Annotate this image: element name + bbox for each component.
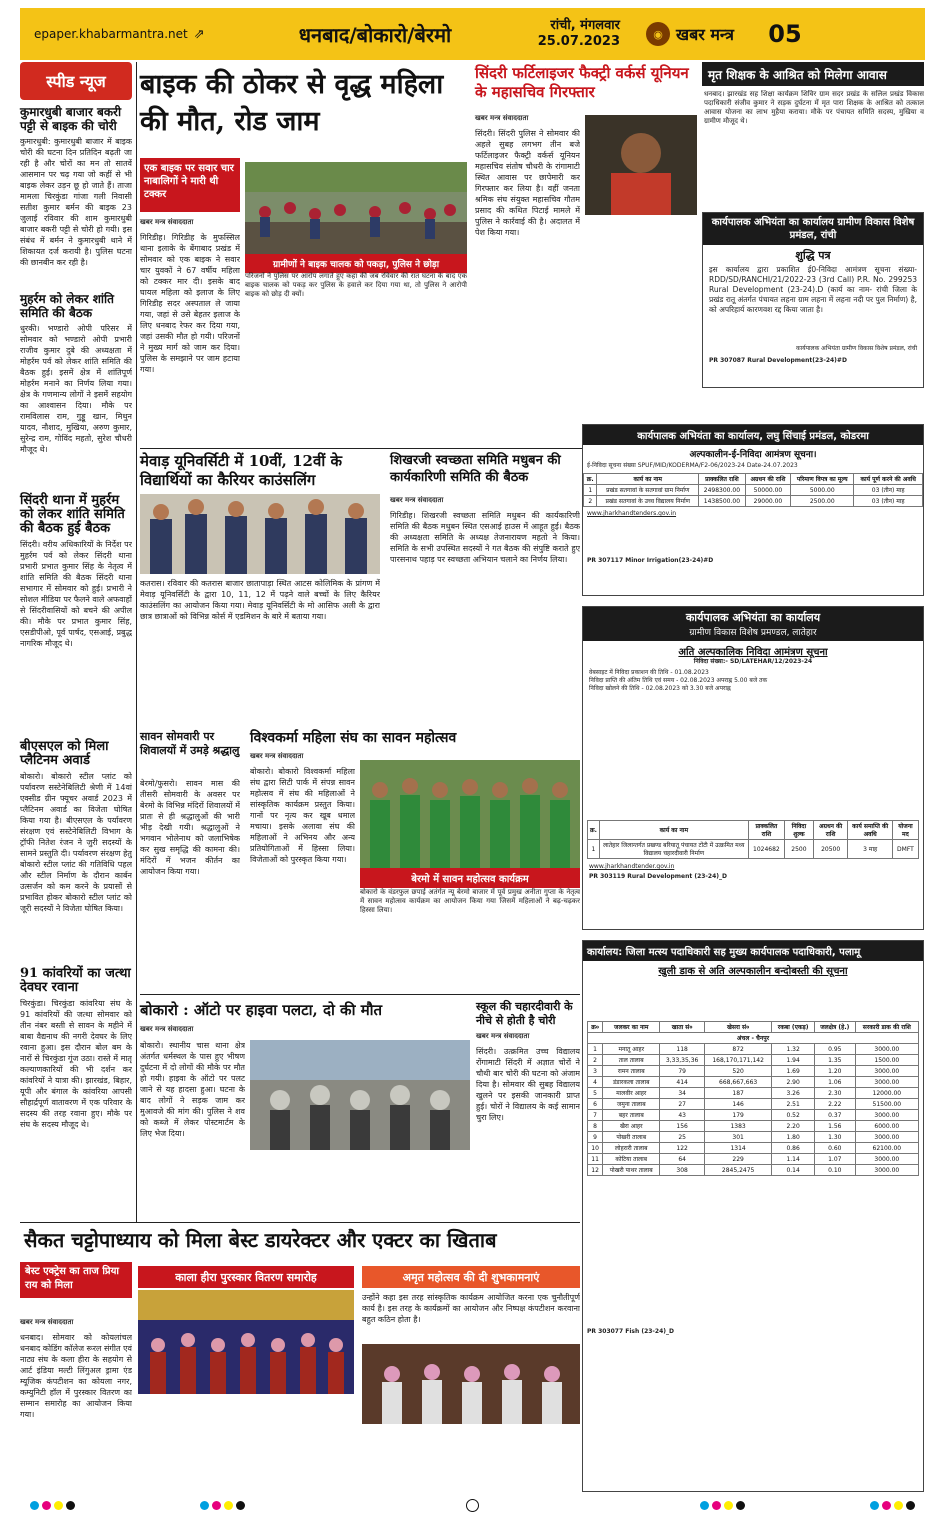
bokaro-headline[interactable]: बोकारो : ऑटो पर हाइवा पलटा, दो की मौत: [140, 1001, 383, 1019]
fish-cell: 27: [660, 1099, 705, 1110]
latehar-notice: [582, 606, 924, 930]
notice-intro: [583, 979, 923, 1019]
tender-table: [583, 473, 923, 507]
fish-cell: 1: [588, 1044, 603, 1055]
tender-cell: 2500: [785, 840, 814, 859]
byline: खबर मन्त्र संवाददाता: [250, 752, 304, 760]
fish-cell: 6000.00: [855, 1121, 918, 1132]
tender-cell: 3 माह: [848, 840, 892, 859]
notice-signature: कार्यपालक अभियंता ग्रामीण विकास विशेष प्रमंडल, रांची: [795, 345, 917, 352]
fish-cell: 3000.00: [855, 1154, 918, 1165]
fish-cell: 1.06: [814, 1077, 855, 1088]
page-number: 05: [768, 20, 802, 48]
fish-cell: 3000.00: [855, 1044, 918, 1055]
story-body: धुरकी। भण्डारो ओपी परिसर में सोमवार को भण्डारो ओपी प्रभारी राजीव कुमार दुबे की अध्यक्षता में मोहर्रम पर्व को लेकर शांति समिति की बैठक हुई। इसमें क्षेत्र में शांतिपूर्ण मोहर्रम मनाने का निर्णय लिया गया। क्षेत्र के गणमान्य लोगों ने इसमें सहयोग का आश्वासन दिया। मौके पर रामविलास राम, गुड्डू खान, मिथुन यादव, नौशाद, मुखिया, अरुण कुमार, सुरेन्द्र राम, गोविंद महतो, सुरेश चौधरी मौजूद थे।: [20, 324, 132, 454]
fish-cell: 3,33,35,36: [660, 1055, 705, 1066]
tender-website-link[interactable]: www.jharkhandtender.gov.in: [589, 863, 675, 870]
fish-row: [588, 1066, 919, 1077]
fish-cell: 2.51: [772, 1099, 815, 1110]
byline: खबर मन्त्र संवाददाता: [475, 114, 529, 122]
notice-terms: [583, 507, 923, 557]
fish-row: [588, 1099, 919, 1110]
byline: खबर मन्त्र संवाददाता: [140, 1025, 194, 1033]
fish-cell: 118: [660, 1044, 705, 1055]
fish-cell: मनातू आहर: [603, 1044, 660, 1055]
notice-footer: [583, 861, 923, 873]
fish-cell: 64: [660, 1154, 705, 1165]
notice-terms: [583, 1178, 923, 1328]
fish-cell: 25: [660, 1132, 705, 1143]
tender-header: प्राक्कलित राशि: [698, 474, 745, 485]
fish-cell: 156: [660, 1121, 705, 1132]
fish-cell: 0.52: [772, 1110, 815, 1121]
fish-cell: 1500.00: [855, 1055, 918, 1066]
tender-website-link[interactable]: www.jharkhandtenders.gov.in: [587, 510, 677, 517]
lead-photo: [245, 162, 467, 254]
fish-row: [588, 1044, 919, 1055]
fish-cell: 12000.00: [855, 1088, 918, 1099]
fish-cell: 8: [588, 1121, 603, 1132]
notice-title: शुद्धि पत्र: [795, 249, 831, 262]
tender-cell: 1438500.00: [698, 496, 745, 507]
story-heading: कुमारधुबी बाजार बकरी पट्टी से बाइक की चोरी: [20, 105, 122, 133]
amrit-body: उन्होंने कहा इस तरह सांस्कृतिक कार्यक्रम आयोजित करना एक चुनौतीपूर्ण कार्य है। इस तरह के कार्यक्रमों का आयोजन और निष्पक्ष कंपटीशन करवाना बहुत कठिन होता है।: [362, 1293, 580, 1324]
vishwakarma-body: बोकारो। बोकारो विश्वकर्मा महिला संघ द्वारा सिटी पार्क में संपन्न सावन महोत्सव में संघ की महिलाओं ने सांस्कृतिक कार्यक्रम प्रस्तुत किया। गानों पर नृत्य कर खूब धमाल मचाया। इसके अलावा संघ की महिलाओं ने अभिनय और अन्य प्रतियोगिताओं में हिस्सा लिया। विजेताओं को पुरस्कृत किया गया।: [250, 767, 355, 864]
fish-cell: 301: [704, 1132, 771, 1143]
fish-header: सरकारी डाक की राशि: [855, 1022, 918, 1033]
story-body: सिंदरी। वरीय अधिकारियों के निर्देश पर मुहर्रम पर्व को लेकर सिंदरी थाना प्रभारी प्रभात कुमार सिंह के नेतृत्व में शांति समिति की बैठक सिंदरी थाना सभागार में सोमवार को हुई। प्रभारी ने सोशल मीडिया पर फैलने वाले अफवाहों से सिंदरीवासियों को बचने की अपील की। मौके पर प्रभात कुमार सिंह, एसडीपीओ, पूर्व पार्षद, एसआई, प्रबुद्ध नागरिक मौजूद थे।: [20, 540, 132, 648]
fish-cell: 3000.00: [855, 1077, 918, 1088]
tender-table: [587, 820, 919, 859]
sindri-photo: [585, 115, 697, 215]
notice-org: कार्यपालक अभियंता का कार्यालय ग्रामीण विकास विशेष प्रमंडल, रांची: [703, 213, 923, 245]
fish-cell: रामन तालाब: [603, 1066, 660, 1077]
fish-header: क्र०: [588, 1022, 603, 1033]
byline: खबर मन्त्र संवाददाता: [390, 496, 444, 504]
fish-cell: 1.35: [814, 1055, 855, 1066]
fish-cell: पोखरी पाथर तालाब: [603, 1165, 660, 1176]
notice-title: खुली डाक से अति अल्पकालीन बन्दोबस्ती की सूचना: [658, 966, 848, 977]
left-column: [20, 105, 132, 1258]
fish-cell: 9: [588, 1132, 603, 1143]
sindri-body-cont: [585, 220, 697, 420]
brand-logo: ◉ खबर मन्त्र: [620, 22, 760, 46]
fish-cell: 2.90: [772, 1077, 815, 1088]
fish-header: रकबा (एकड़): [772, 1022, 815, 1033]
tender-row: [588, 840, 919, 859]
fish-cell: 1.20: [814, 1066, 855, 1077]
section-title: धनबाद/बोकारो/बेरमो: [298, 22, 452, 47]
notice-office: कार्यालय: जिला मत्स्य पदाधिकारी सह मुख्य कार्यपालक पदाधिकारी, पलामू: [583, 941, 923, 961]
byline: खबर मन्त्र संवाददाता: [140, 218, 194, 226]
mewar-body: कतरास। रविवार की कतरास बाजार छातापाड़ा स्थित आटस कोलिमिक के प्रांगण में मेवाड़ यूनिवर्सिटी के द्वारा 10, 11, 12 में पढ़ने वाले बच्चों के लिए कैरियर काउंसलिंग का आयोजन किया गया। मेवाड़ यूनिवर्सिटी के मो आसिफ अली के द्वारा छात्र छात्राओं को विभिन्न कोर्स में एडमिशन के बारे में बताया गया।: [140, 579, 380, 621]
epaper-url[interactable]: epaper.khabarmantra.net ⇗: [34, 26, 205, 42]
fish-cell: बहर तालाब: [603, 1110, 660, 1121]
saikat-body: धनबाद। सोमवार को कोयलांचल धनबाद कोडिंग कॉलेज रूरल संगीत एवं नाट्य संघ के कला हीरा के सहयोग से आर्ट इंडिया मल्टी लिंगुअल ड्रामा एंड म्यूजिक कंपटीशन का कोयला नगर, कम्युनिटी हॉल में पुरस्कार वितरण का सम्मान समारोह का आयोजन किया गया।: [20, 1333, 132, 1419]
fish-cell: 10: [588, 1143, 603, 1154]
notice-title: अति अल्पकालिक निविदा आमंत्रण सूचना: [678, 647, 828, 658]
fish-cell: 520: [704, 1066, 771, 1077]
fish-cell: 51500.00: [855, 1099, 918, 1110]
schedule-item: निविदा प्राप्ति की अंतिम तिथि एवं समय - 02.08.2023 अपराह्न 5.00 बजे तक: [589, 677, 768, 684]
fish-cell: 2.22: [814, 1099, 855, 1110]
lead-kicker: एक बाइक पर सवार चार नाबालिगों ने मारी थी टक्कर: [140, 158, 240, 212]
tender-row: [584, 496, 923, 507]
tender-cell: 5000.00: [791, 485, 854, 496]
fish-cell: लोहरारी तालाब: [603, 1143, 660, 1154]
tender-header: योजना मद: [892, 821, 918, 840]
fish-cell: 1383: [704, 1121, 771, 1132]
fish-cell: 122: [660, 1143, 705, 1154]
byline: खबर मन्त्र संवाददाता: [476, 1032, 530, 1040]
tender-header: अग्रधन की राशि: [813, 821, 848, 840]
fish-cell: 1314: [704, 1143, 771, 1154]
fish-header: जलकर का नाम: [603, 1022, 660, 1033]
fish-cell: 0.86: [772, 1143, 815, 1154]
fish-cell: 2.30: [814, 1088, 855, 1099]
fish-cell: 11: [588, 1154, 603, 1165]
speed-news-badge: स्पीड न्यूज: [20, 62, 132, 100]
notice-body: इस कार्यालय द्वारा प्रकाशित ई0-निविदा आमंत्रण सूचना संख्या- RDD/SD/RANCHI/21/2022-23 (3rd Call) P.R. No. 299253 Rural Development (23-24).D (कार्य का नाम- रांची जिला के प्रखंड रातू अंतर्गत पंचायत लहना ग्राम लहना में लहना नदी पर पुल निर्माण) है, को अपरिहार्य कारणवश रद्द किया जाता है।: [709, 265, 917, 314]
cursor-icon: ⇗: [193, 26, 205, 42]
fish-cell: 3000.00: [855, 1165, 918, 1176]
mewar-headline[interactable]: मेवाड़ यूनिवर्सिटी में 10वीं, 12वीं के विद्यार्थियों का कैरियर काउंसलिंग: [140, 452, 342, 489]
register-crosshair-icon: [466, 1499, 479, 1512]
lead-headline[interactable]: बाइक की ठोकर से वृद्ध महिला की मौत, रोड जाम: [140, 69, 444, 137]
tender-header: कार्य पूर्ण करने की अवधि: [854, 474, 923, 485]
masthead: [20, 8, 925, 60]
fish-cell: 1.56: [814, 1121, 855, 1132]
tender-cell: 2500.00: [791, 496, 854, 507]
notice-org: कार्यपालक अभियंता का कार्यालय: [583, 607, 923, 625]
fish-row: [588, 1143, 919, 1154]
fish-cell: खैरा आहर: [603, 1121, 660, 1132]
tender-cell: प्रखंड सतगावां के सतगावां ग्राम निर्माण: [597, 485, 699, 496]
kala-heera-body: [138, 1398, 354, 1493]
fish-cell: 43: [660, 1110, 705, 1121]
fish-cell: डंडारकला तालाब: [603, 1077, 660, 1088]
fish-cell: 668,667,663: [704, 1077, 771, 1088]
tender-cell: 1: [584, 485, 597, 496]
fish-cell: मालवीर आहर: [603, 1088, 660, 1099]
fish-cell: ताल तालाब: [603, 1055, 660, 1066]
amrit-body-cont: [362, 1428, 580, 1493]
fish-cell: 1.80: [772, 1132, 815, 1143]
pr-number: PR 307087 Rural Development(23-24)#D: [709, 357, 847, 364]
school-headline[interactable]: स्कूल की चहारदीवारी के नीचे से होती है चोरी: [476, 1000, 573, 1027]
fish-cell: 1.30: [814, 1132, 855, 1143]
tender-cell: 50000.00: [745, 485, 790, 496]
shikharji-body: गिरिडीह। शिखरजी स्वच्छता समिति मधुबन की कार्यकारिणी समिति की बैठक मधुबन स्थित एसआई हाउस में आहूत हुई। बैठक की अध्यक्षता समिति के अध्यक्ष तेजनारायण महतो ने किया। समिति के सभी उपस्थित सदस्यों ने गत बैठक की संपुष्टि कराते हुए पारसनाथ पहाड़ पर स्वच्छता अभियान चलाने का निर्णय लिया।: [390, 511, 580, 564]
mewar-photo: [140, 494, 380, 574]
fish-cell: 3000.00: [855, 1132, 918, 1143]
fish-notice: [582, 940, 924, 1492]
fish-row: [588, 1121, 919, 1132]
tender-cell: 2498300.00: [698, 485, 745, 496]
fish-header: जलक्षेत्र (हे.): [814, 1022, 855, 1033]
fish-cell: 2845,2475: [704, 1165, 771, 1176]
notice-terms: [583, 696, 923, 818]
fish-cell: 168,170,171,142: [704, 1055, 771, 1066]
pr-number: PR 303119 Rural Development (23-24)_D: [589, 873, 727, 880]
fish-cell: 0.14: [772, 1165, 815, 1176]
notice-ref: निविदा संख्या:- SD/LATEHAR/12/2023-24: [693, 658, 813, 665]
fish-cell: 7: [588, 1110, 603, 1121]
tender-header: कार्य समाप्ति की अवधि: [848, 821, 892, 840]
fish-cell: जमुना तालाब: [603, 1099, 660, 1110]
fish-header: खाता सं०: [660, 1022, 705, 1033]
fish-table: [587, 1021, 919, 1176]
fish-cell: 414: [660, 1077, 705, 1088]
awas-headline[interactable]: मृत शिक्षक के आश्रित को मिलेगा आवास: [702, 62, 924, 86]
shikharji-headline[interactable]: शिखरजी स्वच्छता समिति मधुबन की कार्यकारिणी समिति की बैठक: [390, 453, 561, 485]
pr-number: PR 303077 Fish (23-24)_D: [587, 1328, 674, 1335]
photo-caption: ग्रामीणों ने बाइक चालक को पकड़ा, पुलिस ने छोड़ा: [245, 254, 467, 273]
fish-cell: 1.07: [814, 1154, 855, 1165]
shravani-headline[interactable]: सावन सोमवारी पर शिवालयों में उमड़े श्रद्धालु: [140, 730, 240, 757]
fish-cell: 3: [588, 1066, 603, 1077]
fish-row: [588, 1165, 919, 1176]
bokaro-photo: [250, 1040, 470, 1150]
fish-cell: 1.94: [772, 1055, 815, 1066]
fish-cell: 0.60: [814, 1143, 855, 1154]
fish-block-label: अंचल - चैनपुर: [588, 1033, 919, 1044]
fish-header: खेसरा सं०: [704, 1022, 771, 1033]
photo-caption: बेरमो में सावन महोत्सव कार्यक्रम: [360, 868, 580, 888]
fish-row: [588, 1088, 919, 1099]
fish-cell: 146: [704, 1099, 771, 1110]
fish-cell: 79: [660, 1066, 705, 1077]
fish-cell: कोटिया तालाब: [603, 1154, 660, 1165]
saikat-side-headline: बेस्ट एक्ट्रेस का ताज प्रिया राय को मिला: [20, 1262, 132, 1298]
tender-cell: 03 (तीन) माह: [854, 496, 923, 507]
tender-header: अग्रधन की राशि: [745, 474, 790, 485]
tender-cell: प्रखंड सतगावां के उच्च विद्यालय निर्माण: [597, 496, 699, 507]
fish-row: [588, 1077, 919, 1088]
tender-header: कार्य का नाम: [597, 474, 699, 485]
dateline: रांची, मंगलवार 25.07.2023: [537, 18, 620, 49]
tender-cell: 2: [584, 496, 597, 507]
tender-cell: 1: [588, 840, 600, 859]
shravani-body: बेरमो/फुसरो। सावन मास की तीसरी सोमवारी के अवसर पर बेरमो के विभिन्न मंदिरों शिवालयों में प्रातः से ही श्रद्धालुओं की भारी भीड़ देखी गयी। श्रद्धालुओं ने भगवान भोलेनाथ को जलाभिषेक कर सुख समृद्धि की कामना की। मंदिरों में भजन कीर्तन का आयोजन किया गया।: [140, 779, 240, 876]
tender-header: क्र.: [584, 474, 597, 485]
story-heading: सिंदरी थाना में मुहर्रम को लेकर शांति समिति की बैठक हुई बैठक: [20, 493, 125, 536]
fish-cell: 3000.00: [855, 1110, 918, 1121]
notice-sub: ग्रामीण विकास विशेष प्रमण्डल, लातेहार: [583, 625, 923, 641]
print-registration-marks: [0, 1497, 945, 1513]
sindri-body: सिंदरी। सिंदरी पुलिस ने सोमवार की अहले सुबह लगभग तीन बजे फर्टिलाइजर फैक्ट्री वर्कर्स यूनियन महासचिव संतोष चौधरी के रांगामाटी स्थित आवास पर छापेमारी कर गिरफ्तार कर लिया है। वहीं जनता श्रमिक संघ संयुक्त महासचिव गौतम प्रसाद की कथित पिटाई मामले में पुलिस ने कार्रवाई की है। अदालत में पेश किया गया।: [475, 129, 580, 237]
tender-row: [584, 485, 923, 496]
fish-row: [588, 1132, 919, 1143]
fish-cell: 3.26: [772, 1088, 815, 1099]
brand-emblem-icon: ◉: [646, 22, 670, 46]
amrit-headline: अमृत महोत्सव की दी शुभकामनाएं: [362, 1266, 580, 1288]
story-heading: बीएसएल को मिला प्लैटिनम अवार्ड: [20, 739, 109, 768]
vishwakarma-headline[interactable]: विश्वकर्मा महिला संघ का सावन महोत्सव: [250, 730, 457, 746]
fish-cell: 1.32: [772, 1044, 815, 1055]
tender-cell: लातेहार जिलान्तर्गत प्रखण्ड बरियातू पंचायत टोंटी में उत्क्रमित मध्य विद्यालय चहारदीवारी निर्माण: [599, 840, 748, 859]
story-body: बोकारो। बोकारो स्टील प्लांट को पर्यावरण सस्टेनेबिलिटी श्रेणी में 14वां एक्सीड ग्रीन फ्यूचर अवार्ड 2023 में प्लैटिनम अवार्ड का विजेता घोषित किया गया है। बीएसएल के पर्यावरण संरक्षण एवं सस्टेनेबिलिटी विभाग के ट्रॉफी नितेश रंजन ने जुरी सदस्यों के सामने प्रस्तुति दी। पर्यावरण संरक्षण हेतु बोकारो स्टील प्लांट की गतिविधि पहल और स्टील निर्माण के दौरान कार्बन उत्सर्जन को कम करने के प्रयासों से प्रभावित होकर बोकारो स्टील प्लांट को जूरी सदस्यों ने विजेता घोषित किया।: [20, 772, 132, 913]
kala-heera-headline: काला हीरा पुरस्कार वितरण समारोह: [138, 1266, 354, 1288]
tender-header: कार्य का नाम: [599, 821, 748, 840]
kala-heera-photo: [138, 1290, 354, 1394]
tender-cell: 03 (तीन) माह: [854, 485, 923, 496]
fish-cell: पोखरी तालाब: [603, 1132, 660, 1143]
fish-cell: 179: [704, 1110, 771, 1121]
tender-cell: 20500: [813, 840, 848, 859]
tender-header: निविदा शुल्क: [785, 821, 814, 840]
notice-title: अल्पकालीन-ई-निविदा आमंत्रण सूचना।: [689, 450, 817, 460]
tender-header: क्र.: [588, 821, 600, 840]
fish-cell: 3000.00: [855, 1066, 918, 1077]
story-body: कुमारधुबी: कुमारधुबी बाजार में बाइक चोरी की घटना दिन प्रतिदिन बढ़ती जा रही है और चोरों का मन तो सातवें आसमान पर चढ़ गया जो कहीं से भी बाइक लेकर उड़न छू हो जाते हैं। ताजा मामला चिरकुंडा गांजा गली निवासी सतीश कुमार बर्मन की बाइक 23 जुलाई रविवार की शाम कुमारधुबी बाजार बकरी पट्टी से चोरी हो गयी। इस संबंध में बर्मन ने कुमारधुबी थाने में शिकायत दर्ज करायी है। पुलिस घटना की छानबीन कर रही है।: [20, 137, 132, 267]
notice-ref: ई-निविदा सूचना संख्या SPUF/MID/KODERMA/F2-06/2023-24 Date-24.07.2023: [587, 462, 798, 469]
fish-cell: 308: [660, 1165, 705, 1176]
fish-cell: 2: [588, 1055, 603, 1066]
fish-row: [588, 1154, 919, 1165]
tender-cell: 29000.00: [745, 496, 790, 507]
fish-cell: 4: [588, 1077, 603, 1088]
fish-cell: 872: [704, 1044, 771, 1055]
tender-header: प्राक्कलित राशि: [748, 821, 784, 840]
notice-org: कार्यपालक अभियंता का कार्यालय, लघु सिंचाई प्रमंडल, कोडरमा: [583, 425, 923, 445]
tender-header: परिमाण विपत्र का मूल्य: [791, 474, 854, 485]
fish-cell: 187: [704, 1088, 771, 1099]
fish-cell: 229: [704, 1154, 771, 1165]
fish-cell: 62100.00: [855, 1143, 918, 1154]
fish-cell: 1.69: [772, 1066, 815, 1077]
sindri-headline[interactable]: सिंदरी फर्टिलाइजर फैक्ट्री वर्कर्स यूनियन के महासचिव गिरफ्तार: [475, 64, 689, 101]
corrigendum-notice: [702, 212, 924, 388]
byline: खबर मन्त्र संवाददाता: [20, 1318, 74, 1326]
fish-row: [588, 1110, 919, 1121]
fish-cell: 12: [588, 1165, 603, 1176]
notice-schedule: [583, 666, 923, 696]
story-heading: मुहर्रम को लेकर शांति समिति की बैठक: [20, 292, 114, 320]
minor-irrigation-notice: [582, 424, 924, 596]
schedule-item: वेबसाइट में निविदा प्रकाशन की तिथि - 01.08.2023: [589, 669, 709, 676]
fish-cell: 34: [660, 1088, 705, 1099]
fish-cell: 0.37: [814, 1110, 855, 1121]
photo-text: परिजनों ने पुलिस पर आरोप लगाते हुए कहा की जब रविवार की रात घटना के बाद एक बाइक चालक को पकड़ कर पुलिस के हवाले कर दिया गया था, तो पुलिस ने आरोपी बाइक को छोड़ दी क्यों।: [245, 272, 467, 298]
fish-cell: 0.95: [814, 1044, 855, 1055]
school-body: सिंदरी। उत्क्रमित उच्च विद्यालय रोंगामाटी सिंदरी में अज्ञात चोरों ने चौथी बार चोरी की घटना को अंजाम दिया है। सोमवार की सुबह विद्यालय खुलने पर इसकी जानकारी प्राप्त हुई। चोरों ने विद्यालय के कई सामान चुरा लिए।: [476, 1047, 580, 1122]
bokaro-body: बोकारो। स्थानीय चास थाना क्षेत्र अंतर्गत धर्मस्थल के पास हुए भीषण दुर्घटना में दो लोगों की मौके पर मौत हो गयी। हाइवा के ऑटो पर पलट जाने से यह हादसा हुआ। घटना के बाद लोगों ने सड़क जाम कर मुआवजे की मांग की। पुलिस ने शव को कब्जे में लेकर पोस्टमार्टम के लिए भेज दिया।: [140, 1041, 245, 1138]
fish-cell: 1.14: [772, 1154, 815, 1165]
tender-cell: DMFT: [892, 840, 918, 859]
fish-cell: 0.10: [814, 1165, 855, 1176]
story-body: चिरकुंडा। चिरकुंडा कांवरिया संघ के 91 कांवरियों की जत्था सोमवार को तीन नंबर बस्ती से सावन के महीने में बाबा वैद्यनाथ की नगरी देवघर के लिए रवाना हुआ। इस दौरान बोल बम के नारों से चिरकुंडा गूंज उठा। रास्ते में मातृ कल्याणकारियों की भी दर्शन कर कांवरियों ने यात्रा की। झारखंड, बिहार, यूपी और बंगाल के कांवरिया आपसी सौहार्द्रपूर्ण वातावरण में एक परिवार के सदस्य की तरह रवाना हुए। मौके पर संघ के सदस्य मौजूद थे।: [20, 999, 132, 1129]
fish-row: [588, 1055, 919, 1066]
fish-cell: 6: [588, 1099, 603, 1110]
story-heading: 91 कांवरियों का जत्था देवघर रवाना: [20, 966, 131, 995]
awas-body: धनबाद। झारखंड सह शिक्षा कार्यक्रम शिविर ग्राम सदर प्रखंड के सलिल प्रखंड विकास पदाधिकारी संजीव कुमार ने सड़क दुर्घटना में मृत पारा शिक्षक के आश्रित को तत्काल आवास योजना का लाभ मुहैया कराया। मौके पर पंचायत समिति सदस्य, मुखिया व ग्रामीण मौजूद थे।: [704, 90, 924, 125]
fish-cell: 2.20: [772, 1121, 815, 1132]
fish-cell: 5: [588, 1088, 603, 1099]
pr-number: PR 307117 Minor Irrigation(23-24)#D: [587, 557, 714, 564]
schedule-item: निविदा खोलने की तिथि - 02.08.2023 को 3.30 बजे अपराह्न: [589, 685, 731, 692]
tender-cell: 1024682: [748, 840, 784, 859]
vishwakarma-photo: [360, 760, 580, 868]
amrit-photo: [362, 1344, 580, 1424]
lead-body: गिरिडीह। गिरिडीह के मुफस्सिल थाना इलाके के बेंगाबाद प्रखंड में सोमवार को एक बाइक ने सवार चार युवकों ने 67 वर्षीय महिला को टक्कर मार दी। इसके बाद घायल महिला को इलाज के लिए गिरिडीह सदर अस्पताल ले जाया गया, जहां से उसे बेहतर इलाज के लिए धनबाद रेफर कर दिया गया, जहां उसकी मौत हो गयी। परिजनों ने मुख्य मार्ग को जाम कर दिया। पुलिस के समझाने पर जाम हटाया गया।: [140, 233, 240, 374]
saikat-headline[interactable]: सैकत चट्टोपाध्याय को मिला बेस्ट डायरेक्टर और एक्टर का खिताब: [24, 1228, 497, 1252]
photo-text: बोकारो के वंडरफुल छपाई अतंर्गत न्यू बेरमो बाजार में पूर्व प्रमुख अनीता गुप्ता के नेतृत्व में सावन महोत्सव कार्यक्रम का आयोजन किया गया जिसमें महिलाओं ने बढ़-चढ़कर हिस्सा लिया।: [360, 888, 580, 914]
